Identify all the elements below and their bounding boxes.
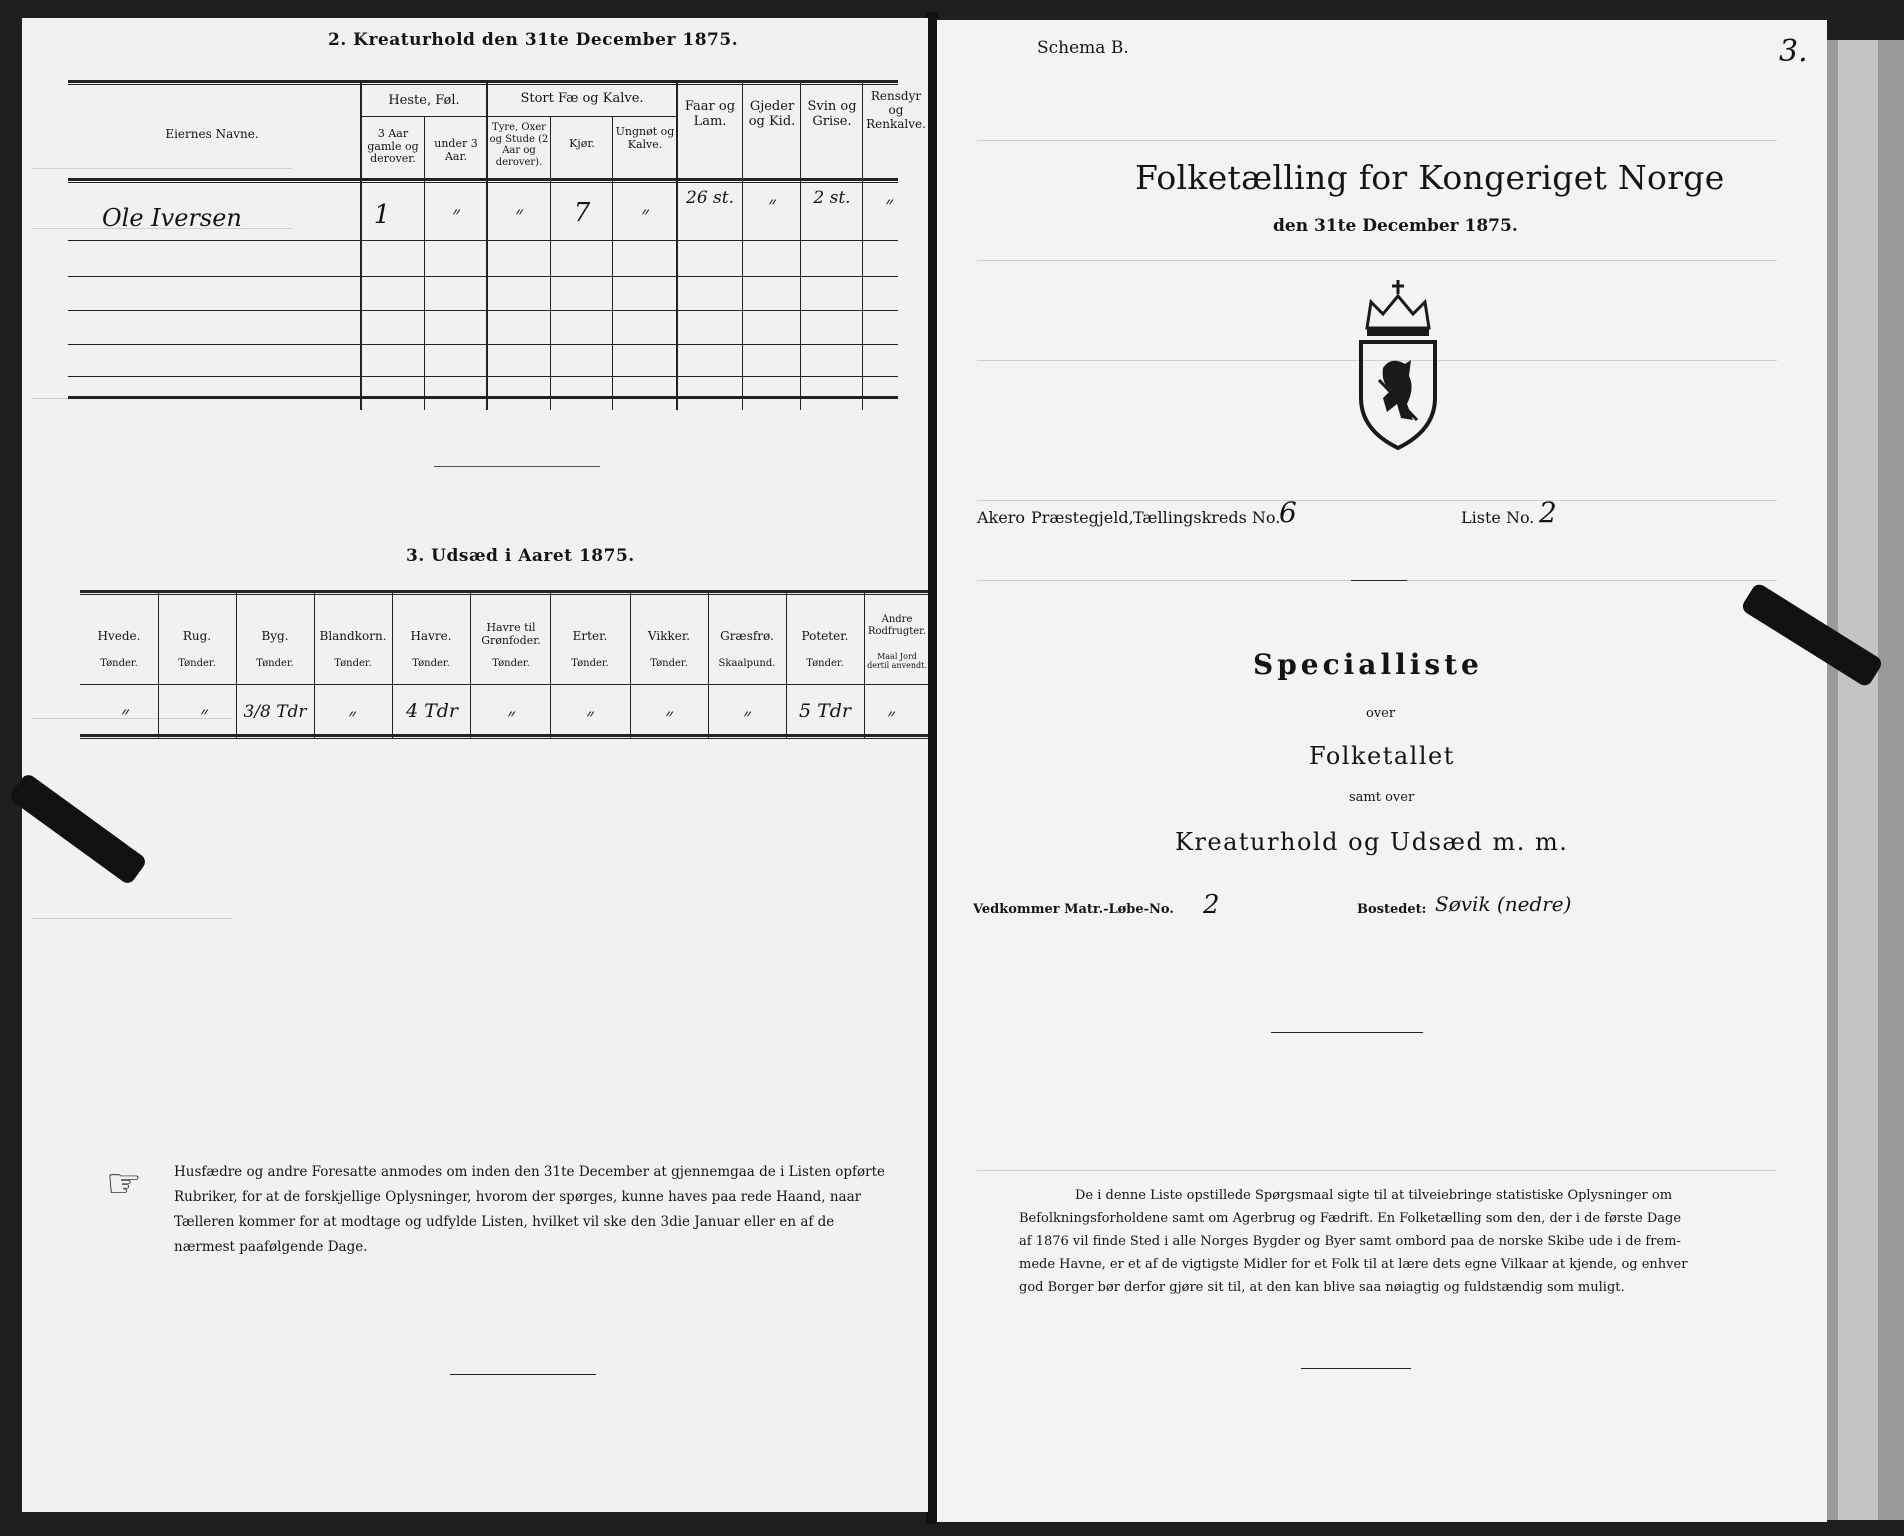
col-header: Ungnøt og Kalve. [615,125,675,151]
crop-header: Havre til Grønfoder. [481,621,541,647]
owner-name: Ole Iversen [102,204,242,232]
crop-header: Græsfrø. [720,629,774,643]
special-heading: Specialliste [1253,648,1483,681]
col-header: 3 Aar gamle og derover. [367,127,419,166]
notice-line: nærmest paafølgende Dage. [174,1239,368,1255]
parish-label: Præstegjeld, [1031,508,1134,527]
matr-label: Vedkommer Matr.-Løbe-No. [973,902,1174,917]
document-title: Folketælling for Kongeriget Norge [1135,158,1725,197]
crop-value: ״ [743,704,751,728]
document-date: den 31te December 1875. [1273,216,1518,236]
coat-of-arms-icon [1353,280,1443,452]
list-label: Liste No. [1461,508,1535,527]
col-header: Rensdyr og Renkalve. [866,89,926,131]
list-number: 2 [1539,496,1557,529]
folketallet-heading: Folketallet [1309,742,1455,770]
info-paragraph-line: god Borger bør derfor gjøre sit til, at den kan blive saa nøiagtig og fuldstændig som muligt. [1019,1280,1625,1295]
matr-number: 2 [1203,890,1220,920]
unit-label: Maal Jord dertil anvendt. [867,652,927,671]
right-page [937,20,1827,1522]
unit-label: Skaalpund. [718,658,776,669]
info-paragraph-line: De i denne Liste opstillede Spørgsmaal sigte til at tilveiebringe statistiske Oplysninger om [1075,1188,1673,1203]
crop-value: ״ [586,704,594,728]
unit-label: Tønder. [650,658,688,669]
col-header: Svin og Grise. [807,99,857,129]
info-paragraph-line: af 1876 vil finde Sted i alle Norges Bygder og Byer samt ombord paa de norske Skibe ude i de frem- [1019,1234,1681,1249]
horse-group-header: Heste, Føl. [388,93,460,108]
bosted-label: Bostedet: [1357,902,1427,917]
parish-name: Akero [977,508,1025,527]
row-value: ״ [885,192,893,216]
page-edge-inner [1838,40,1878,1520]
unit-label: Tønder. [412,658,450,669]
crop-header: Rug. [182,629,212,643]
crop-header: Hvede. [97,629,141,643]
unit-label: Tønder. [100,658,138,669]
pointing-hand-icon: ☞ [106,1161,142,1207]
district-number: 6 [1279,496,1297,529]
row-value: ״ [452,202,460,226]
crop-header: Erter. [572,629,608,643]
col-header: Gjeder og Kid. [748,99,796,129]
cattle-group-header: Stort Fæ og Kalve. [520,91,644,106]
unit-label: Tønder. [806,658,844,669]
notice-line: Husfædre og andre Foresatte anmodes om inden den 31te December at gjennemgaa de i Listen opførte [174,1164,886,1180]
crop-value: 5 Tdr [798,700,852,722]
crop-header: Blandkorn. [319,629,387,643]
row-value: 1 [373,200,391,230]
row-value: 2 st. [813,188,851,208]
crop-header: Byg. [261,629,289,643]
col-header: under 3 Aar. [434,137,478,163]
crop-header: Vikker. [647,629,691,643]
notice-line: Rubriker, for at de forskjellige Oplysninger, hvorom der spørges, kunne haves paa rede Haand, naar [174,1189,862,1205]
row-value: ״ [768,192,776,216]
unit-label: Tønder. [492,658,530,669]
district-label: Tællingskreds No. [1133,508,1281,527]
crop-value: ״ [200,702,208,726]
kreaturhold-heading: Kreaturhold og Udsæd m. m. [1175,828,1569,856]
unit-label: Tønder. [256,658,294,669]
section3-title: 3. Udsæd i Aaret 1875. [406,546,635,566]
left-page [22,18,928,1512]
col-header: Faar og Lam. [684,99,736,129]
over-label: over [1366,706,1396,721]
notice-line: Tælleren kommer for at modtage og udfylde Listen, hvilket vil ske den 3die Januar eller en af de [174,1214,835,1230]
section2-title: 2. Kreaturhold den 31te December 1875. [328,30,739,50]
unit-label: Tønder. [571,658,609,669]
crop-value: ״ [121,702,129,726]
page-number: 3. [1779,34,1808,69]
row-value: 26 st. [686,188,734,208]
row-value: 7 [573,198,591,228]
owner-header: Eiernes Navne. [165,127,259,141]
bosted-value: Søvik (nedre) [1435,892,1572,916]
crop-value: 4 Tdr [405,700,459,722]
info-paragraph-line: Befolkningsforholdene samt om Agerbrug og Fædrift. En Folketælling som den, der i de første Dage [1019,1211,1682,1226]
col-header: Kjør. [569,137,595,150]
row-value: ״ [515,202,523,226]
unit-label: Tønder. [178,658,216,669]
crop-value: ״ [665,704,673,728]
crop-header: Poteter. [801,629,849,643]
row-value: ״ [641,202,649,226]
crop-value: ״ [348,704,356,728]
col-header: Tyre, Oxer og Stude (2 Aar og derover). [489,122,549,168]
crop-value: 3/8 Tdr [243,702,307,722]
crop-value: ״ [507,704,515,728]
samt-over-label: samt over [1349,790,1415,805]
crop-header: Andre Rodfrugter. [867,614,927,637]
unit-label: Tønder. [334,658,372,669]
schema-label: Schema B. [1037,38,1129,58]
info-paragraph-line: mede Havne, er et af de vigtigste Midler for et Folk til at lære dets egne Vilkaar at kjende, og enhver [1019,1257,1688,1272]
crop-header: Havre. [410,629,452,643]
crop-value: ״ [887,704,895,728]
